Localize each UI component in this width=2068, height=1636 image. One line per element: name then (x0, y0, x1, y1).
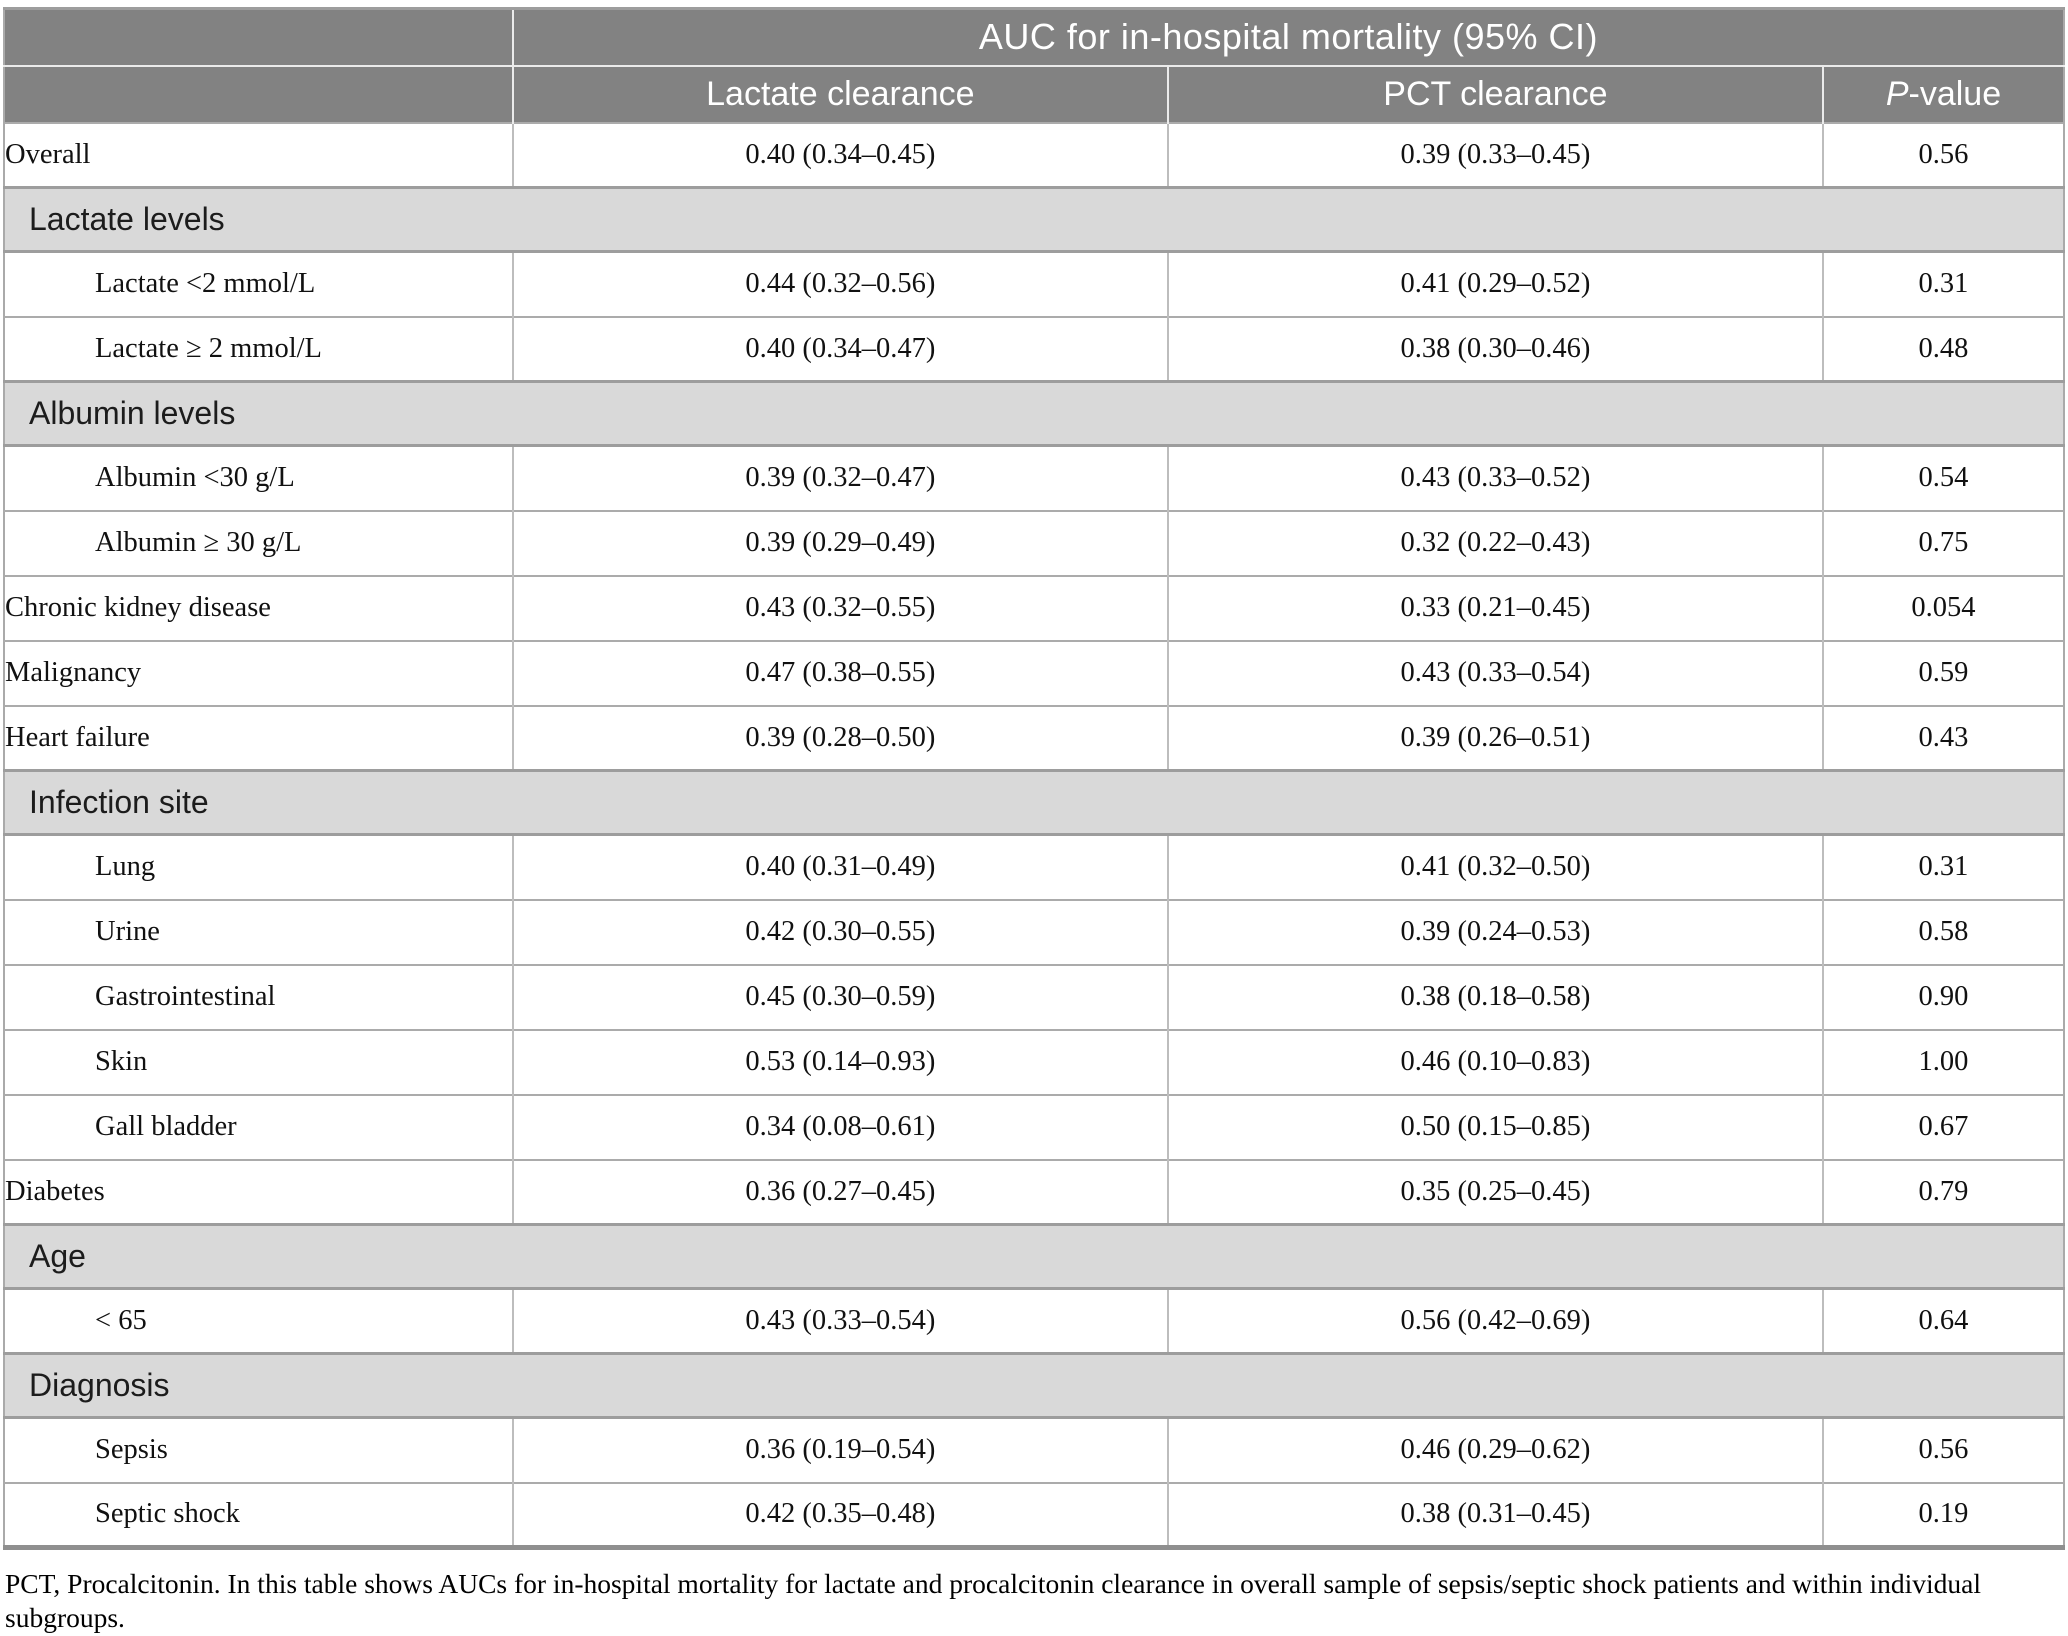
lactate-clearance-cell: 0.39 (0.28–0.50) (513, 706, 1168, 771)
section-label: Lactate levels (4, 188, 2064, 252)
row-label: Chronic kidney disease (4, 576, 513, 641)
table-row (4, 123, 2064, 188)
table-row (4, 1030, 2064, 1095)
pct-clearance-cell: 0.38 (0.31–0.45) (1168, 1483, 1823, 1548)
pct-clearance-cell: 0.39 (0.24–0.53) (1168, 900, 1823, 965)
row-label: Malignancy (4, 641, 513, 706)
section-label: Infection site (4, 771, 2064, 835)
lactate-clearance-cell: 0.34 (0.08–0.61) (513, 1095, 1168, 1160)
row-label: Urine (4, 900, 513, 965)
header-span-row (4, 9, 2064, 66)
table-row (4, 706, 2064, 771)
pct-clearance-cell: 0.41 (0.32–0.50) (1168, 835, 1823, 900)
pct-clearance-cell: 0.56 (0.42–0.69) (1168, 1289, 1823, 1354)
p-value-cell: 0.43 (1823, 706, 2064, 771)
table-row (4, 1160, 2064, 1225)
pct-clearance-cell: 0.39 (0.33–0.45) (1168, 123, 1823, 188)
p-value-cell: 0.31 (1823, 252, 2064, 317)
lactate-clearance-cell: 0.42 (0.35–0.48) (513, 1483, 1168, 1548)
col-header-lactate-clearance: Lactate clearance (513, 66, 1168, 123)
lactate-clearance-cell: 0.44 (0.32–0.56) (513, 252, 1168, 317)
section-row (4, 1225, 2064, 1289)
p-value-cell: 0.054 (1823, 576, 2064, 641)
row-label: Lactate <2 mmol/L (4, 252, 513, 317)
p-value-cell: 0.59 (1823, 641, 2064, 706)
p-value-cell: 0.54 (1823, 446, 2064, 511)
table-row (4, 1418, 2064, 1483)
p-value-cell: 0.58 (1823, 900, 2064, 965)
section-row (4, 771, 2064, 835)
lactate-clearance-cell: 0.45 (0.30–0.59) (513, 965, 1168, 1030)
row-label: Lactate ≥ 2 mmol/L (4, 317, 513, 382)
row-label: Sepsis (4, 1418, 513, 1483)
p-value-italic-letter: P (1885, 74, 1909, 113)
pct-clearance-cell: 0.38 (0.18–0.58) (1168, 965, 1823, 1030)
pct-clearance-cell: 0.35 (0.25–0.45) (1168, 1160, 1823, 1225)
row-label: Heart failure (4, 706, 513, 771)
p-value-label-rest: -value (1908, 74, 2002, 113)
pct-clearance-cell: 0.38 (0.30–0.46) (1168, 317, 1823, 382)
col-header-p-value (1823, 66, 2064, 123)
table-row (4, 641, 2064, 706)
lactate-clearance-cell: 0.53 (0.14–0.93) (513, 1030, 1168, 1095)
table-row (4, 1483, 2064, 1548)
row-label: Overall (4, 123, 513, 188)
section-row (4, 188, 2064, 252)
row-label: < 65 (4, 1289, 513, 1354)
pct-clearance-cell: 0.32 (0.22–0.43) (1168, 511, 1823, 576)
p-value-cell: 0.19 (1823, 1483, 2064, 1548)
lactate-clearance-cell: 0.43 (0.33–0.54) (513, 1289, 1168, 1354)
lactate-clearance-cell: 0.42 (0.30–0.55) (513, 900, 1168, 965)
p-value-cell: 0.64 (1823, 1289, 2064, 1354)
p-value-cell: 0.56 (1823, 1418, 2064, 1483)
p-value-cell: 0.56 (1823, 123, 2064, 188)
lactate-clearance-cell: 0.39 (0.29–0.49) (513, 511, 1168, 576)
table-row (4, 965, 2064, 1030)
section-row (4, 1354, 2064, 1418)
pct-clearance-cell: 0.50 (0.15–0.85) (1168, 1095, 1823, 1160)
p-value-cell: 0.67 (1823, 1095, 2064, 1160)
row-label: Gastrointestinal (4, 965, 513, 1030)
table-row (4, 446, 2064, 511)
pct-clearance-cell: 0.39 (0.26–0.51) (1168, 706, 1823, 771)
lactate-clearance-cell: 0.40 (0.34–0.45) (513, 123, 1168, 188)
pct-clearance-cell: 0.46 (0.29–0.62) (1168, 1418, 1823, 1483)
p-value-cell: 0.79 (1823, 1160, 2064, 1225)
pct-clearance-cell: 0.33 (0.21–0.45) (1168, 576, 1823, 641)
lactate-clearance-cell: 0.43 (0.32–0.55) (513, 576, 1168, 641)
table-body (4, 123, 2064, 1548)
pct-clearance-cell: 0.43 (0.33–0.52) (1168, 446, 1823, 511)
row-label: Diabetes (4, 1160, 513, 1225)
pct-clearance-cell: 0.41 (0.29–0.52) (1168, 252, 1823, 317)
table-row (4, 1289, 2064, 1354)
p-value-cell: 1.00 (1823, 1030, 2064, 1095)
table-title: AUC for in-hospital mortality (95% CI) (513, 9, 2064, 66)
p-value-cell: 0.90 (1823, 965, 2064, 1030)
auc-mortality-table (3, 7, 2065, 1550)
row-label: Skin (4, 1030, 513, 1095)
row-label: Albumin ≥ 30 g/L (4, 511, 513, 576)
pct-clearance-cell: 0.43 (0.33–0.54) (1168, 641, 1823, 706)
section-label: Albumin levels (4, 382, 2064, 446)
lactate-clearance-cell: 0.36 (0.27–0.45) (513, 1160, 1168, 1225)
table-footnote: PCT, Procalcitonin. In this table shows AUCs for in-hospital mortality for lactate and procalcitonin clearance in overall sample of sepsis/septic shock patients and within individual subgroups. (5, 1568, 1981, 1634)
lactate-clearance-cell: 0.47 (0.38–0.55) (513, 641, 1168, 706)
table-row (4, 252, 2064, 317)
corner-cell-lower (4, 66, 513, 123)
lactate-clearance-cell: 0.40 (0.31–0.49) (513, 835, 1168, 900)
lactate-clearance-cell: 0.40 (0.34–0.47) (513, 317, 1168, 382)
col-header-pct-clearance: PCT clearance (1168, 66, 1823, 123)
table-row (4, 835, 2064, 900)
section-label: Diagnosis (4, 1354, 2064, 1418)
lactate-clearance-cell: 0.36 (0.19–0.54) (513, 1418, 1168, 1483)
corner-cell (4, 9, 513, 66)
table-row (4, 576, 2064, 641)
p-value-cell: 0.48 (1823, 317, 2064, 382)
row-label: Albumin <30 g/L (4, 446, 513, 511)
p-value-cell: 0.75 (1823, 511, 2064, 576)
row-label: Lung (4, 835, 513, 900)
row-label: Gall bladder (4, 1095, 513, 1160)
table-row (4, 1095, 2064, 1160)
table-header (4, 9, 2064, 123)
table-row (4, 900, 2064, 965)
p-value-cell: 0.31 (1823, 835, 2064, 900)
row-label: Septic shock (4, 1483, 513, 1548)
section-label: Age (4, 1225, 2064, 1289)
table-row (4, 317, 2064, 382)
header-columns-row (4, 66, 2064, 123)
pct-clearance-cell: 0.46 (0.10–0.83) (1168, 1030, 1823, 1095)
table-row (4, 511, 2064, 576)
section-row (4, 382, 2064, 446)
lactate-clearance-cell: 0.39 (0.32–0.47) (513, 446, 1168, 511)
